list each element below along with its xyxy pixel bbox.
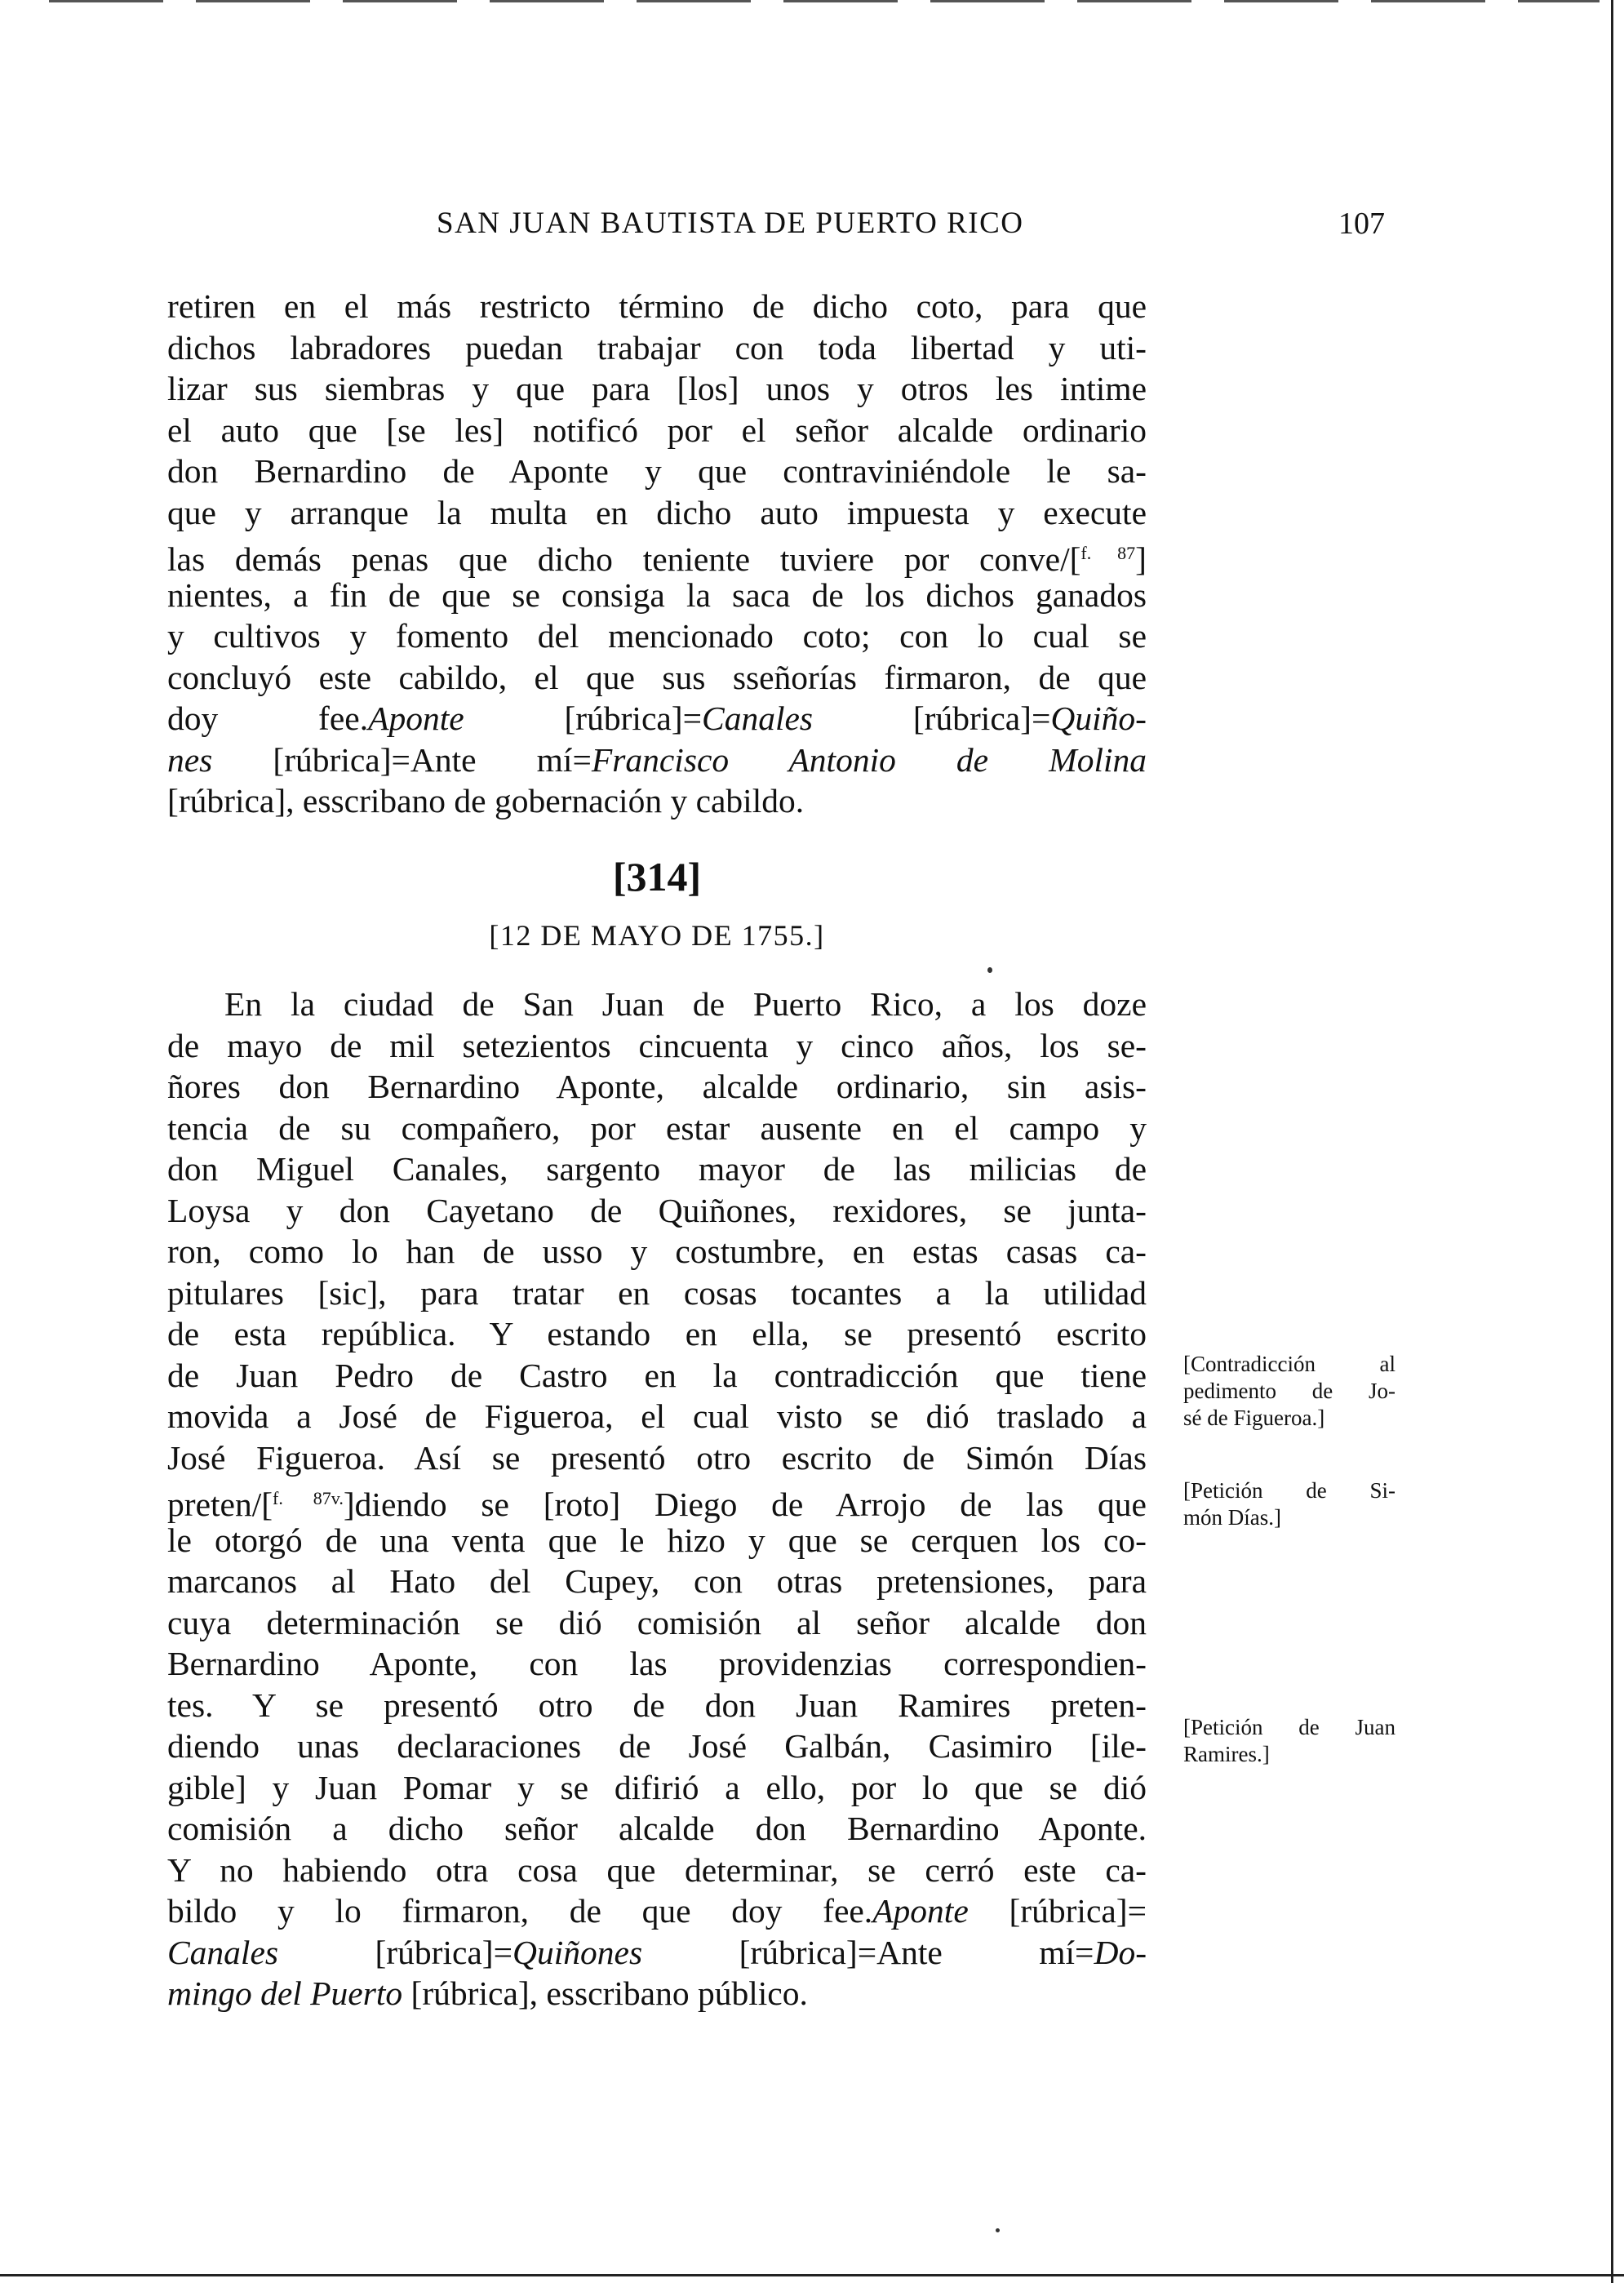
text-line (167, 1973, 1147, 2014)
text-fragment: preten/[ (167, 1486, 273, 1523)
side-note-line: [Petición de Si- (1183, 1478, 1395, 1503)
text-line: Loysa y don Cayetano de Quiñones, rexidores, se junta- (167, 1191, 1147, 1229)
text-line: movida a José de Figueroa, el cual visto se dió traslado a (167, 1397, 1147, 1435)
text-fragment: ]diendo se [roto] Diego de Arrojo de las que (343, 1486, 1147, 1523)
text-fragment: [rúbrica]= (968, 1892, 1147, 1930)
text-line: comisión a dicho señor alcalde don Bernardino Aponte. (167, 1810, 1147, 1847)
text-line: concluyó este cabildo, el que sus sseñorías firmaron, de que (167, 658, 1147, 696)
text-fragment: [rúbrica]=Ante mí= (642, 1933, 1094, 1971)
side-note-contradiccion (1183, 1351, 1395, 1432)
text-line (167, 1890, 1147, 1932)
text-line: nientes, a fin de que se consiga la saca de los dichos ganados (167, 575, 1147, 614)
side-note-line: món Días.] (1183, 1505, 1281, 1530)
text-line: don Miguel Canales, sargento mayor de las milicias de (167, 1150, 1147, 1188)
text-fragment: doy fee. (167, 700, 369, 737)
signature-name: Do- (1094, 1933, 1147, 1971)
text-line: lizar sus siembras y que para [los] unos y otros les intime (167, 370, 1147, 407)
text-line: José Figueroa. Así se presentó otro escrito de Simón Días (167, 1438, 1147, 1477)
side-note-line: sé de Figueroa.] (1183, 1406, 1325, 1430)
text-line: cuya determinación se dió comisión al señor alcalde don (167, 1603, 1147, 1641)
text-line: de mayo de mil setezientos cincuenta y cinco años, los se- (167, 1026, 1147, 1064)
top-edge-rule (49, 0, 1600, 2)
document-number: [314] (612, 854, 702, 899)
text-line: ron, como lo han de usso y costumbre, en estas casas ca- (167, 1233, 1147, 1270)
text-line: de Juan Pedro de Castro en la contradicción que tiene (167, 1356, 1147, 1394)
text-line: pitulares [sic], para tratar en cosas tocantes a la utilidad (167, 1273, 1147, 1312)
text-line: Y no habiendo otra cosa que determinar, se cerró este ca- (167, 1850, 1147, 1889)
side-note-peticion-simon (1183, 1477, 1395, 1531)
continuation-paragraph (167, 286, 1147, 822)
text-line: En la ciudad de San Juan de Puerto Rico, a los doze (224, 985, 1147, 1023)
text-line (167, 740, 1147, 781)
side-note-line: [Petición de Juan (1183, 1715, 1395, 1739)
text-line: retiren en el más restricto término de dicho coto, para que (167, 287, 1147, 325)
text-fragment: [rúbrica]= (813, 700, 1051, 737)
ink-dot (987, 967, 992, 973)
document-body (167, 984, 1147, 2014)
text-fragment: [rúbrica], esscribano público. (402, 1974, 808, 2012)
text-line: dichos labradores puedan trabajar con toda libertad y uti- (167, 328, 1147, 366)
signature-name: Quiño- (1050, 700, 1147, 737)
text-line: don Bernardino de Aponte y que contraviniéndole le sa- (167, 452, 1147, 490)
text-fragment: [rúbrica]= (464, 700, 703, 737)
text-line (167, 698, 1147, 740)
running-title: SAN JUAN BAUTISTA DE PUERTO RICO (437, 207, 1024, 240)
signature-name: Aponte (368, 700, 464, 737)
text-line (167, 533, 1147, 578)
text-line: [rúbrica], esscribano de gobernación y cabildo. (167, 782, 805, 819)
page-edge-right (1611, 0, 1613, 2283)
signature-name: Francisco Antonio de Molina (591, 740, 1147, 779)
document-date: [12 DE MAYO DE 1755.] (489, 919, 825, 952)
text-line (167, 1932, 1147, 1974)
text-line: Bernardino Aponte, con las providenzias correspondien- (167, 1645, 1147, 1682)
signature-name: Canales (702, 700, 814, 737)
side-note-line: [Contradicción al (1183, 1352, 1395, 1376)
text-fragment: [rúbrica]=Ante mí= (212, 740, 592, 779)
text-line: tencia de su compañero, por estar ausente en el campo y (167, 1108, 1147, 1147)
signature-name: Aponte (872, 1892, 969, 1930)
folio-reference: f. 87 (1080, 543, 1136, 563)
text-fragment: bildo y lo firmaron, de que doy fee. (167, 1892, 873, 1930)
signature-name: mingo del Puerto (167, 1974, 403, 2012)
text-line: que y arranque la multa en dicho auto impuesta y execute (167, 493, 1147, 531)
text-line: diendo unas declaraciones de José Galbán, Casimiro [ile- (167, 1727, 1147, 1765)
text-line: de esta república. Y estando en ella, se presentó escrito (167, 1315, 1147, 1352)
signature-name: nes (167, 740, 213, 779)
text-line: el auto que [se les] notificó por el señor alcalde ordinario (167, 411, 1147, 449)
side-note-line: pedimento de Jo- (1183, 1379, 1395, 1403)
text-line (167, 1478, 1147, 1523)
signature-name: Quiñones (512, 1933, 643, 1971)
side-note-line: Ramires.] (1183, 1742, 1270, 1766)
text-line: tes. Y se presentó otro de don Juan Ramires preten- (167, 1686, 1147, 1724)
text-line: le otorgó de una venta que le hizo y que se cerquen los co- (167, 1521, 1147, 1559)
page-edge-bottom (0, 2274, 1624, 2276)
side-note-peticion-juan (1183, 1714, 1395, 1768)
text-fragment: [rúbrica]= (278, 1933, 513, 1971)
text-line: marcanos al Hato del Cupey, con otras pretensiones, para (167, 1562, 1147, 1600)
text-line: gible] y Juan Pomar y se difirió a ello, por lo que se dió (167, 1768, 1147, 1806)
page-number: 107 (1338, 207, 1385, 241)
signature-name: Canales (167, 1933, 279, 1971)
text-line: ñores don Bernardino Aponte, alcalde ordinario, sin asis- (167, 1068, 1147, 1105)
running-head (0, 206, 1624, 247)
folio-reference: f. 87v. (273, 1488, 344, 1508)
text-fragment: ] (1135, 540, 1147, 578)
ink-dot (996, 2228, 1000, 2232)
text-line: y cultivos y fomento del mencionado coto; con lo cual se (167, 617, 1147, 655)
text-fragment: las demás penas que dicho teniente tuviere por conve/[ (167, 540, 1081, 578)
